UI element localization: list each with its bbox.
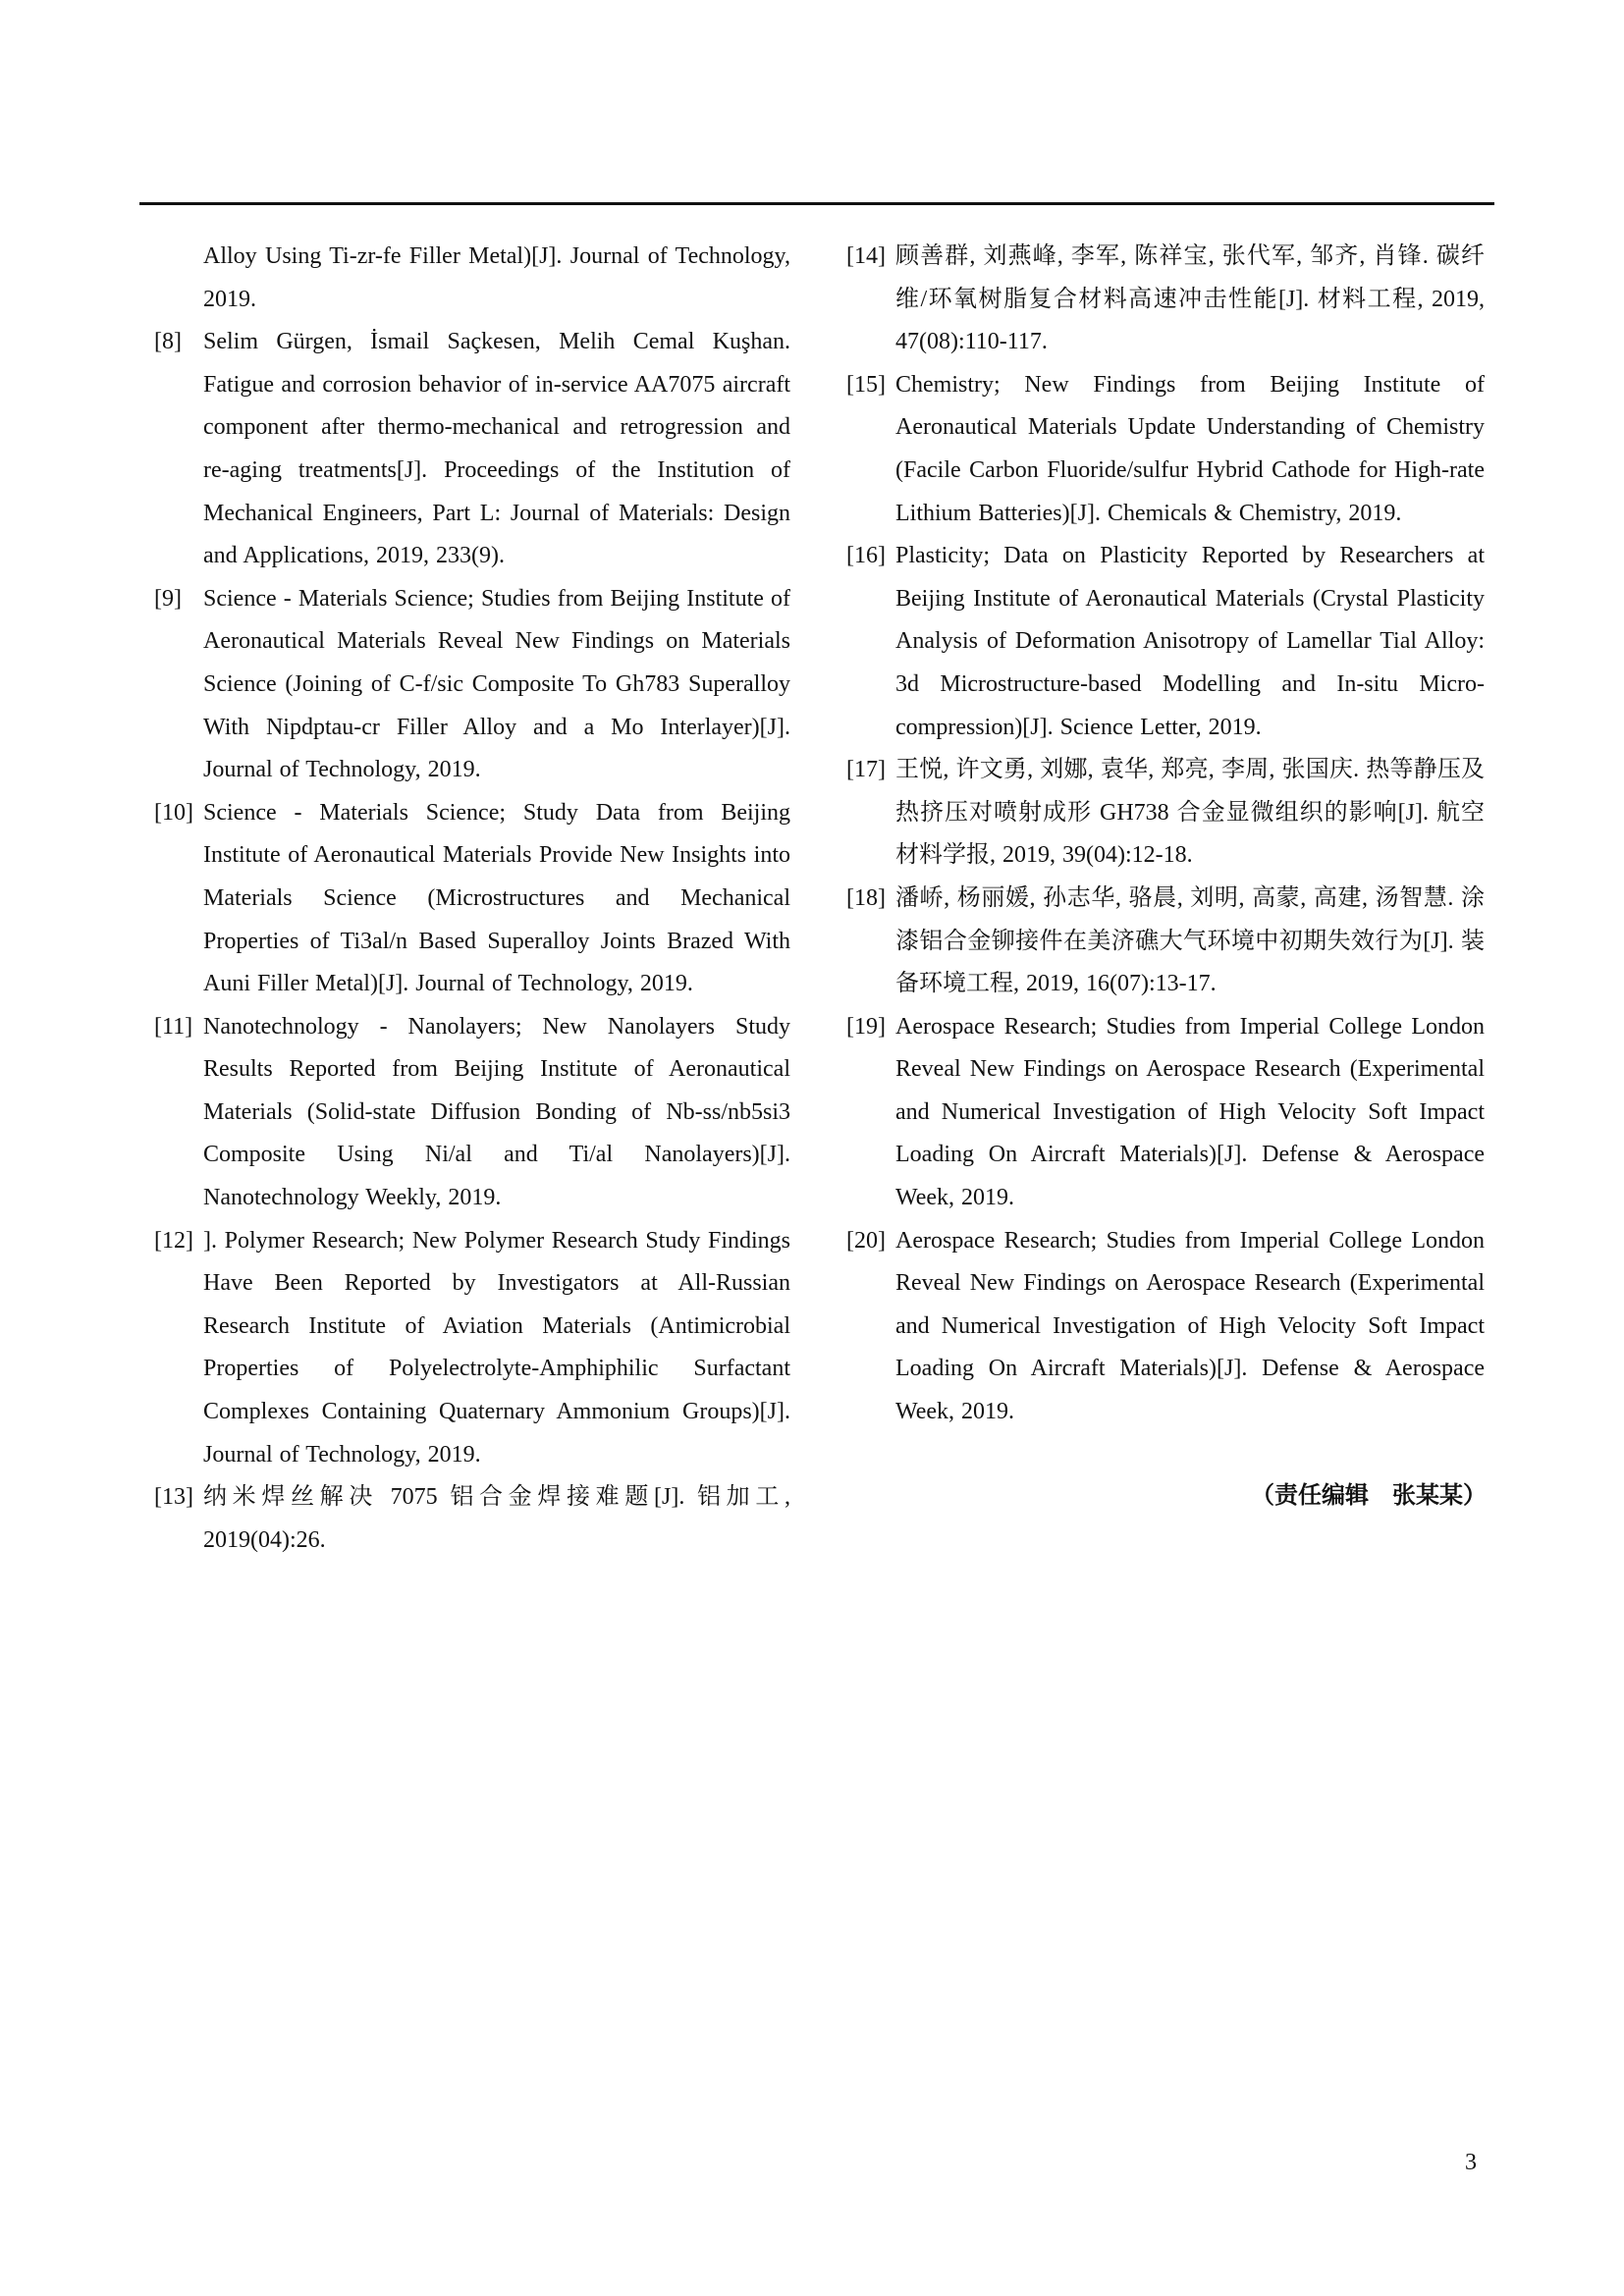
reference-entry-15 xyxy=(846,364,1485,535)
reference-number: [16] xyxy=(846,543,886,569)
reference-text: Aerospace Research; Studies from Imperial College London Reveal New Findings on Aerospace Research (Experimental and Numerical Investigation of High Velocity Soft Impact Loading On Aircraft Materials)[J]. Defense & Aerospace Week, 2019. xyxy=(895,1013,1485,1211)
reference-number: [15] xyxy=(846,371,886,398)
reference-text: Selim Gürgen, İsmail Saçkesen, Melih Cemal Kuşhan. Fatigue and corrosion behavior of in-service AA7075 aircraft component after thermo-mechanical and retrogression and re-aging treatments[J]. Proceedings of the Institution of Mechanical Engineers, Part L: Journal of Materials: Design and Applications, 2019, 233(9). xyxy=(203,329,790,569)
reference-entry-7-continued xyxy=(154,236,790,321)
responsible-editor-note: （责任编辑 张某某） xyxy=(1251,1481,1487,1509)
reference-entry-17 xyxy=(846,749,1485,878)
reference-text: 纳米焊丝解决 7075 铝合金焊接难题[J]. 铝加工, 2019(04):26. xyxy=(203,1484,790,1553)
reference-entry-13 xyxy=(154,1476,790,1562)
reference-text: 顾善群, 刘燕峰, 李军, 陈祥宝, 张代军, 邹齐, 肖锋. 碳纤维/环氧树脂复合材料高速冲击性能[J]. 材料工程, 2019, 47(08):110-117. xyxy=(895,243,1485,355)
reference-number: [11] xyxy=(154,1013,193,1040)
reference-number: [20] xyxy=(846,1227,886,1254)
reference-number: [10] xyxy=(154,799,193,826)
reference-number: [18] xyxy=(846,884,886,911)
reference-entry-10 xyxy=(154,792,790,1006)
reference-text: Science - Materials Science; Studies from Beijing Institute of Aeronautical Materials Reveal New Findings on Materials Science (Joining of C-f/sic Composite To Gh783 Superalloy With Nipdptau-cr Filler Alloy and a Mo Interlayer)[J]. Journal of Technology, 2019. xyxy=(203,585,790,783)
reference-text: Chemistry; New Findings from Beijing Institute of Aeronautical Materials Update Understanding of Chemistry (Facile Carbon Fluoride/sulfur Hybrid Cathode for High-rate Lithium Batteries)[J]. Chemicals & Chemistry, 2019. xyxy=(895,371,1485,526)
reference-text: Alloy Using Ti-zr-fe Filler Metal)[J]. Journal of Technology, 2019. xyxy=(203,243,790,312)
reference-text: Science - Materials Science; Study Data from Beijing Institute of Aeronautical Materials Provide New Insights into Materials Science (Microstructures and Mechanical Properties of Ti3al/n Based Superalloy Joints Brazed With Auni Filler Metal)[J]. Journal of Technology, 2019. xyxy=(203,799,790,997)
reference-text: ]. Polymer Research; New Polymer Research Study Findings Have Been Reported by Investigators at All-Russian Research Institute of Aviation Materials (Antimicrobial Properties of Polyelectrolyte-Amphiphilic Surfactant Complexes Containing Quaternary Ammonium Groups)[J]. Journal of Technology, 2019. xyxy=(203,1227,790,1468)
reference-entry-18 xyxy=(846,878,1485,1006)
reference-text: 潘峤, 杨丽媛, 孙志华, 骆晨, 刘明, 高蒙, 高建, 汤智慧. 涂漆铝合金铆接件在美济礁大气环境中初期失效行为[J]. 装备环境工程, 2019, 16(07):13-17. xyxy=(895,884,1485,997)
reference-text: Aerospace Research; Studies from Imperial College London Reveal New Findings on Aerospace Research (Experimental and Numerical Investigation of High Velocity Soft Impact Loading On Aircraft Materials)[J]. Defense & Aerospace Week, 2019. xyxy=(895,1227,1485,1425)
reference-entry-19 xyxy=(846,1006,1485,1220)
reference-number: [9] xyxy=(154,585,182,612)
reference-entry-20 xyxy=(846,1220,1485,1434)
reference-entry-12 xyxy=(154,1220,790,1477)
reference-entry-11 xyxy=(154,1006,790,1220)
reference-text: Plasticity; Data on Plasticity Reported by Researchers at Beijing Institute of Aeronautical Materials (Crystal Plasticity Analysis of Deformation Anisotropy of Lamellar Tial Alloy: 3d Microstructure-based Modelling and In-situ Micro-compression)[J]. Science Letter, 2019. xyxy=(895,543,1485,740)
references-left-column xyxy=(154,236,790,1562)
reference-text: Nanotechnology - Nanolayers; New Nanolayers Study Results Reported from Beijing Institute of Aeronautical Materials (Solid-state Diffusion Bonding of Nb-ss/nb5si3 Composite Using Ni/al and Ti/al Nanolayers)[J]. Nanotechnology Weekly, 2019. xyxy=(203,1013,790,1211)
page-number: 3 xyxy=(1465,2150,1477,2175)
reference-entry-14 xyxy=(846,236,1485,364)
reference-number: [12] xyxy=(154,1227,193,1254)
references-right-column xyxy=(846,236,1485,1434)
reference-number: [14] xyxy=(846,243,886,269)
reference-entry-8 xyxy=(154,321,790,578)
reference-entry-9 xyxy=(154,578,790,792)
reference-number: [19] xyxy=(846,1013,886,1040)
reference-text: 王悦, 许文勇, 刘娜, 袁华, 郑亮, 李周, 张国庆. 热等静压及热挤压对喷射成形 GH738 合金显微组织的影响[J]. 航空材料学报, 2019, 39(04):12-18. xyxy=(895,757,1485,869)
reference-entry-16 xyxy=(846,535,1485,749)
header-rule xyxy=(139,202,1494,205)
reference-number: [8] xyxy=(154,329,182,355)
reference-number: [13] xyxy=(154,1484,193,1511)
reference-number: [17] xyxy=(846,757,886,783)
